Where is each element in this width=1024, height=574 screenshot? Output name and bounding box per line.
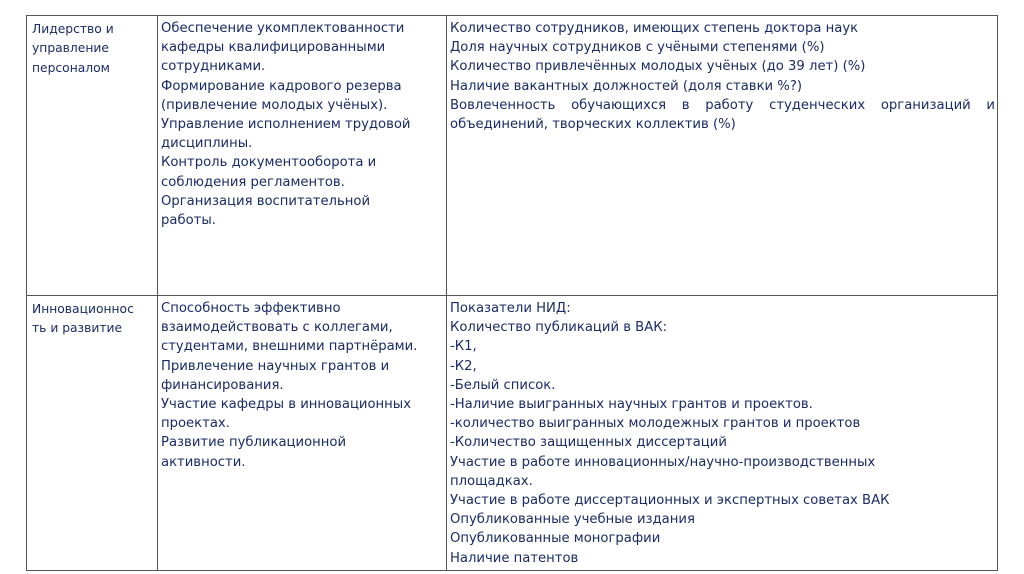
cell-text-line: (привлечение молодых учёных). [161,97,388,113]
cell-text-line: Организация воспитательной [161,193,371,209]
word: Вовлеченность [450,97,556,113]
cell-text-line: Формирование кадрового резерва [161,78,402,94]
cell-text-line: Лидерство и [32,22,114,36]
cell-text-line: Способность эффективно [161,301,341,316]
cell-text-line: работы. [161,213,216,229]
row2-indicators-cell [450,299,995,568]
cell-text-line: -Наличие выигранных научных грантов и проектов. [450,397,813,413]
cell-text-line: Участие кафедры в инновационных [161,397,412,413]
cell-text-line: Привлечение научных грантов и [161,358,390,374]
cell-text-line: взаимодействовать с коллегами, [161,320,393,336]
cell-text-line: -количество выигранных молодежных грантов и проектов [450,416,861,432]
cell-text-line: Опубликованные учебные издания [450,512,695,528]
cell-text-line: Контроль документооборота и [161,155,377,171]
cell-text-line: объединений, творческих коллектив (%) [450,117,736,133]
word: обучающихся [571,97,667,113]
cell-text-line: -Количество защищенных диссертаций [450,435,727,451]
cell-text-line: Обеспечение укомплектованности [161,21,405,36]
word: и [986,97,995,113]
cell-text-line: ть и развитие [32,321,123,336]
row1-tasks-cell [161,19,445,230]
word: студенческих [769,97,866,113]
word: работу [705,97,754,113]
cell-text-line: кафедры квалифицированными [161,40,386,56]
cell-text-line: Наличие патентов [450,550,579,566]
cell-text-line: дисциплины. [161,136,253,152]
row-divider [27,295,997,296]
cell-text-line: площадках. [450,473,533,489]
row1-indicators-cell [450,19,995,134]
cell-text-line: Наличие вакантных должностей (доля ставки %?) [450,78,802,94]
word: организаций [880,97,971,113]
cell-text-line-justified [450,96,995,115]
column-divider [157,16,158,570]
cell-text-line: -Белый список. [450,377,556,393]
column-divider [446,16,447,570]
cell-text-line: Управление исполнением трудовой [161,117,411,133]
cell-text-line: -К2, [450,358,477,374]
row2-tasks-cell [161,299,445,472]
cell-text-line: Развитие публикационной [161,435,347,451]
cell-text-line: Участие в работе диссертационных и экспертных советах ВАК [450,493,890,509]
cell-text-line: Опубликованные монографии [450,531,661,547]
competency-table [26,15,998,571]
cell-text-line: Количество сотрудников, имеющих степень доктора наук [450,21,859,36]
row1-area-cell [32,20,156,78]
cell-text-line: управление [32,41,109,56]
cell-text-line: Участие в работе инновационных/научно-производственных [450,454,876,470]
cell-text-line: Количество публикаций в ВАК: [450,320,668,336]
cell-text-line: Количество привлечённых молодых учёных (до 39 лет) (%) [450,59,866,75]
cell-text-line: соблюдения регламентов. [161,174,345,190]
cell-text-line: студентами, внешними партнёрами. [161,339,418,355]
cell-text-line: Показатели НИД: [450,301,571,316]
cell-text-line: Доля научных сотрудников с учёными степенями (%) [450,40,825,56]
word: в [681,97,690,113]
cell-text-line: персоналом [32,60,110,75]
cell-text-line: активности. [161,454,246,470]
row2-area-cell [32,300,156,339]
cell-text-line: проектах. [161,416,230,432]
cell-text-line: сотрудниками. [161,59,266,75]
cell-text-line: -К1, [450,339,477,355]
cell-text-line: Инновационнос [32,302,134,316]
cell-text-line: финансирования. [161,377,284,393]
